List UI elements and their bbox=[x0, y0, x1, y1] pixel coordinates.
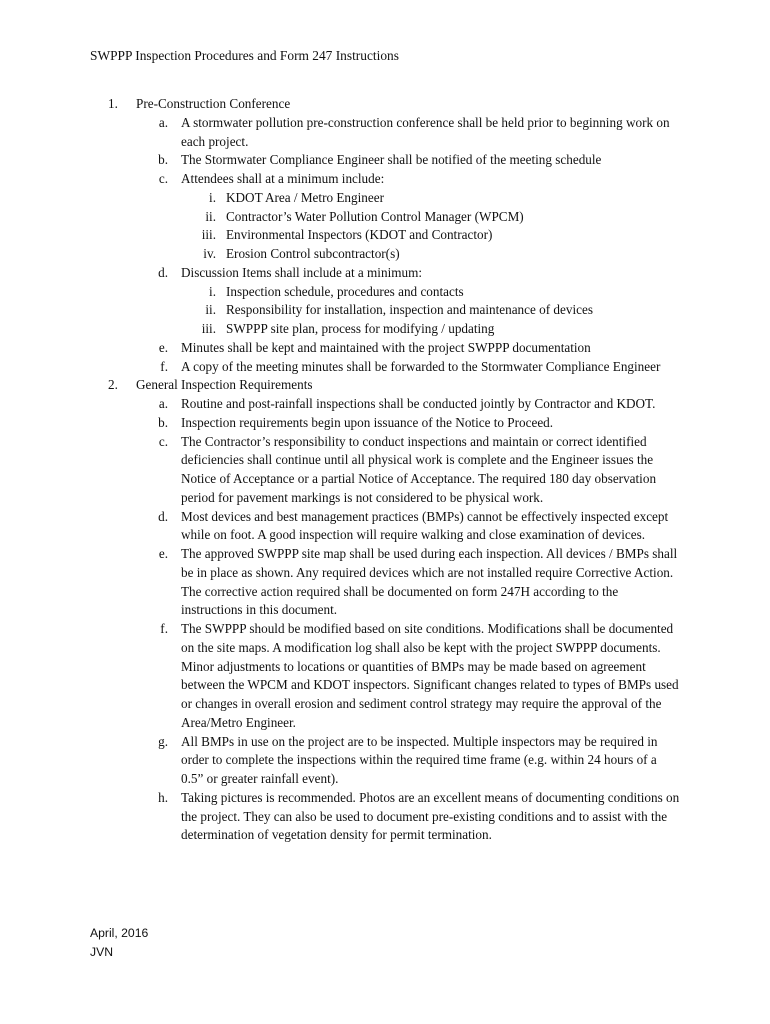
item-label: e. bbox=[158, 339, 168, 355]
subitem-label: ii. bbox=[205, 208, 216, 224]
section-heading bbox=[0, 95, 770, 114]
list-item bbox=[0, 395, 681, 414]
item-text: The Contractor’s responsibility to conduct inspections and maintain or correct identified deficiencies shall continue until all physical work is complete and the Engineer issues the Notice of Acceptance or a partial Notice of Acceptance. The required 180 day observation period for pavement markings is not considered to be physical work. bbox=[181, 433, 657, 505]
list-item bbox=[0, 358, 681, 377]
item-label: h. bbox=[158, 789, 168, 805]
section-title: General Inspection Requirements bbox=[136, 377, 313, 393]
sub-list-item bbox=[0, 226, 696, 245]
item-label: a. bbox=[158, 114, 168, 130]
section-heading bbox=[0, 376, 770, 395]
item-label: c. bbox=[158, 171, 168, 186]
section-number: 2. bbox=[108, 377, 118, 393]
sub-list-item bbox=[0, 245, 696, 264]
item-label: b. bbox=[158, 414, 168, 430]
subitem-label: iv. bbox=[203, 246, 216, 261]
item-text: A copy of the meeting minutes shall be forwarded to the Stormwater Compliance Engineer bbox=[181, 358, 661, 374]
item-text: The SWPPP should be modified based on site conditions. Modifications shall be documented on the site maps. A modification log shall also be kept with the project SWPPP documents. Minor adjustments to locations or quantities of BMPs may be made based on agreement between the WPCM and KDOT inspectors. Significant changes related to types of BMPs used or changes in overall erosion and sediment control strategy may require the approval of the Area/Metro Engineer. bbox=[181, 621, 679, 730]
sub-list-item bbox=[0, 301, 696, 320]
item-text: Inspection requirements begin upon issuance of the Notice to Proceed. bbox=[181, 414, 554, 430]
list-item bbox=[0, 264, 681, 283]
section-pre-construction-conference bbox=[0, 95, 770, 376]
section-number: 1. bbox=[108, 96, 118, 111]
list-item bbox=[0, 620, 681, 733]
item-label: f. bbox=[160, 621, 168, 636]
subitem-label: iii. bbox=[201, 227, 216, 243]
document-body bbox=[0, 95, 770, 845]
list-item bbox=[0, 170, 681, 189]
item-text: Minutes shall be kept and maintained with the project SWPPP documentation bbox=[181, 339, 591, 355]
list-item bbox=[0, 114, 681, 152]
page-footer bbox=[90, 924, 148, 962]
list-item bbox=[0, 508, 681, 546]
item-text: A stormwater pollution pre-construction conference shall be held prior to beginning work on each project. bbox=[181, 114, 670, 149]
item-label: d. bbox=[158, 264, 168, 280]
item-text: Discussion Items shall include at a minimum: bbox=[181, 264, 423, 280]
subitem-text: Erosion Control subcontractor(s) bbox=[226, 246, 400, 261]
item-label: e. bbox=[158, 546, 168, 561]
item-text: Attendees shall at a minimum include: bbox=[181, 171, 385, 186]
item-text: Routine and post-rainfall inspections shall be conducted jointly by Contractor and KDOT. bbox=[181, 396, 656, 411]
list-item bbox=[0, 339, 681, 358]
subitem-text: Responsibility for installation, inspection and maintenance of devices bbox=[226, 302, 593, 318]
section-title: Pre-Construction Conference bbox=[136, 96, 291, 111]
item-text: Most devices and best management practices (BMPs) cannot be effectively inspected except while on foot. A good inspection will require walking and close examination of devices. bbox=[181, 508, 669, 543]
item-label: b. bbox=[158, 152, 168, 168]
subitem-text: Inspection schedule, procedures and contacts bbox=[226, 283, 464, 299]
list-item bbox=[0, 733, 681, 789]
footer-initials: JVN bbox=[90, 945, 114, 959]
footer-date: April, 2016 bbox=[90, 926, 149, 940]
section-general-inspection-requirements bbox=[0, 376, 770, 845]
item-text: The Stormwater Compliance Engineer shall be notified of the meeting schedule bbox=[181, 152, 602, 168]
list-item bbox=[0, 433, 681, 508]
item-label: g. bbox=[158, 733, 168, 749]
item-label: d. bbox=[158, 508, 168, 524]
sub-list-item bbox=[0, 320, 696, 339]
item-label: f. bbox=[160, 358, 168, 374]
subitem-text: Environmental Inspectors (KDOT and Contractor) bbox=[226, 227, 493, 243]
item-text: Taking pictures is recommended. Photos are an excellent means of documenting conditions on the project. They can also be used to document pre-existing conditions and to assist with the determination of vegetation density for permit termination. bbox=[181, 789, 680, 843]
list-item bbox=[0, 151, 681, 170]
sub-list-item bbox=[0, 208, 696, 227]
page-title: SWPPP Inspection Procedures and Form 247 Instructions bbox=[90, 48, 399, 63]
item-text: The approved SWPPP site map shall be used during each inspection. All devices / BMPs shall be in place as shown. Any required devices which are not installed require Corrective Action. The corrective action required shall be documented on form 247H according to the instructions in this document. bbox=[181, 546, 678, 618]
subitem-label: iii. bbox=[201, 321, 216, 336]
item-text: All BMPs in use on the project are to be inspected. Multiple inspectors may be required in order to complete the inspections within the required time frame (e.g. within 24 hours of a 0.5” or greater rainfall event). bbox=[181, 733, 658, 786]
subitem-label: i. bbox=[209, 189, 216, 205]
subitem-text: KDOT Area / Metro Engineer bbox=[226, 189, 384, 205]
sub-list-item bbox=[0, 283, 696, 302]
list-item bbox=[0, 414, 681, 433]
subitem-text: Contractor’s Water Pollution Control Manager (WPCM) bbox=[226, 208, 524, 224]
list-item bbox=[0, 545, 681, 620]
subitem-label: i. bbox=[209, 283, 216, 299]
subitem-text: SWPPP site plan, process for modifying / updating bbox=[226, 321, 495, 336]
item-label: a. bbox=[158, 396, 168, 411]
sub-list-item bbox=[0, 189, 696, 208]
item-label: c. bbox=[158, 433, 168, 449]
list-item bbox=[0, 789, 681, 845]
subitem-label: ii. bbox=[205, 302, 216, 318]
